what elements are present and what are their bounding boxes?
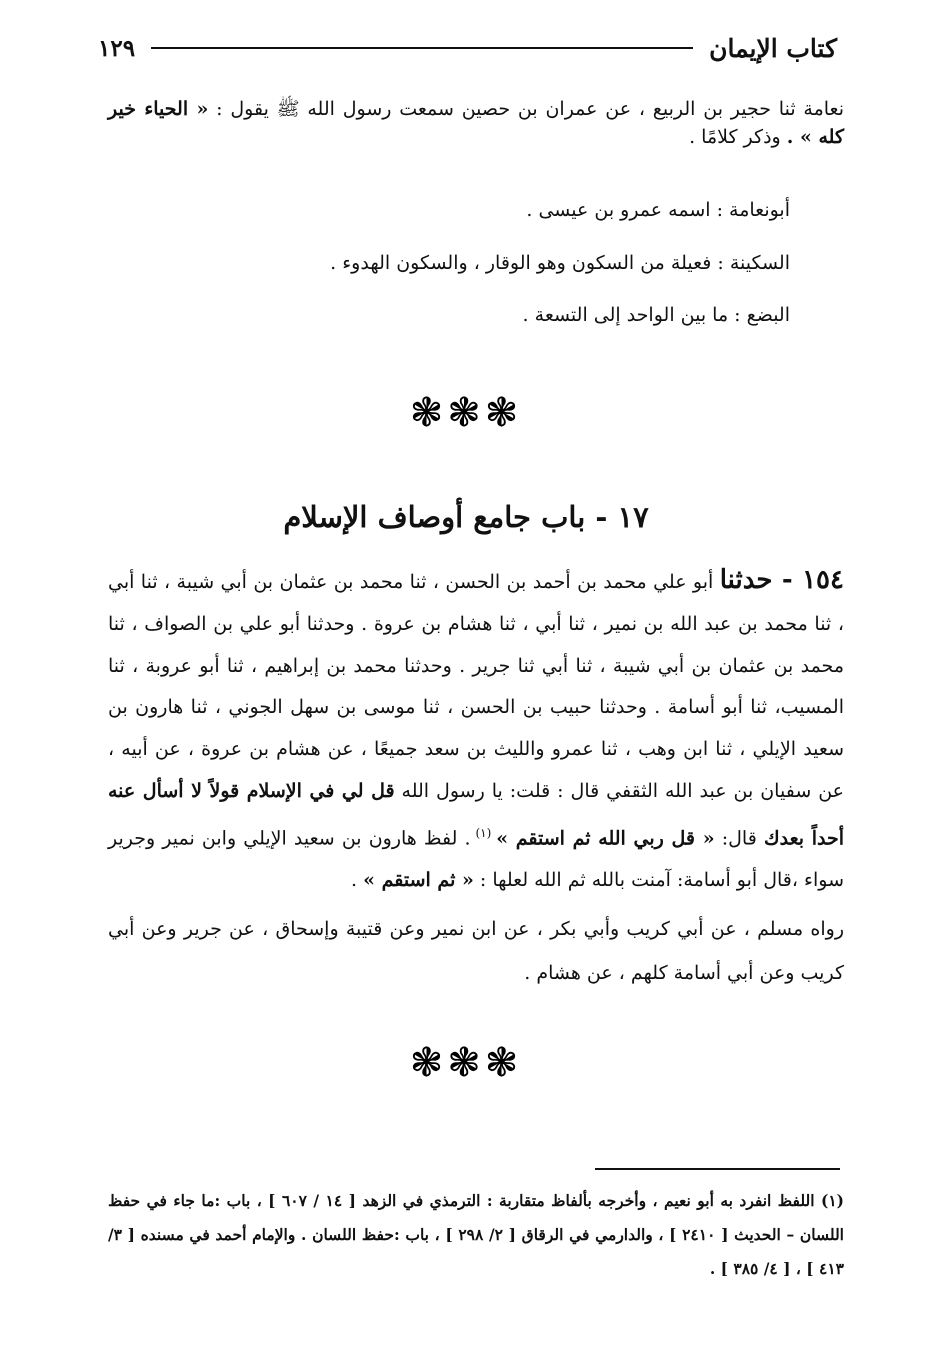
haddathana-word: حدثنا xyxy=(719,565,773,595)
paragraph-text: نعامة ثنا حجير بن الربيع ، عن عمران بن حصين سمعت رسول الله ﷺ يقول : xyxy=(208,98,845,120)
chapter-heading: ١٧ - باب جامع أوصاف الإسلام xyxy=(283,500,649,534)
hadith-quote: « الحياء خير كله » . xyxy=(108,98,844,148)
continuation-paragraph xyxy=(108,96,844,151)
hadith-paragraph: ١٥٤ - حدثنا أبو علي محمد بن أحمد بن الحسن ، ثنا محمد بن عثمان بن أبي شيبة ، ثنا أبي ، ثنا محمد بن عبد الله بن نمير ، ثنا أبي ، ثنا هشام بن عروة . وحدثنا أبو علي بن الصواف ، ثنا محمد بن عثمان بن أبي شيبة ، ثنا أبي ثنا جرير . وحدثنا محمد بن إبراهيم ، ثنا أبو عروبة ، ثنا المسيب، ثنا أبو أسامة . وحدثنا حبيب بن الحسن ، ثنا موسى بن سهل الجوني ، ثنا هارون بن سعيد الإيلي ، ثنا ابن وهب ، ثنا عمرو والليث بن سعد جميعًا ، عن هشام بن عروة ، عن أبيه ، عن سفيان بن عبد الله الثقفي قال : قلت: يا رسول الله قل لي في الإسلام قولاً لا أسأل عنه أحداً بعدك قال: « قل ربي الله ثم استقم » $^{(١)}$ . لفظ هارون بن سعيد الإيلي وابن نمير وجرير سواء ،قال أبو أسامة: آمنت بالله ثم الله لعلها : « ثم استقم » . xyxy=(108,565,845,891)
hadith-answer-intro: قال: xyxy=(714,827,764,850)
header-rule xyxy=(151,47,693,49)
hadith-answer: « قل ربي الله ثم استقم » xyxy=(496,827,715,850)
hadith-variant: « ثم استقم » xyxy=(363,868,474,891)
page-number: ١٢٩ xyxy=(98,34,136,62)
hadith-isnad: أبو علي محمد بن أحمد بن الحسن ، ثنا محمد بن عثمان بن أبي شيبة ، ثنا أبي ، ثنا محمد بن عبد الله بن نمير ، ثنا أبي ، ثنا هشام بن عروة . وحدثنا أبو علي بن الصواف ، ثنا محمد بن عثمان بن أبي شيبة ، ثنا أبي ثنا جرير . وحدثنا محمد بن إبراهيم ، ثنا أبو عروبة ، ثنا المسيب، ثنا أبو أسامة . وحدثنا حبيب بن الحسن ، ثنا موسى بن سهل الجوني ، ثنا هارون بن سعيد الإيلي ، ثنا ابن وهب ، ثنا عمرو والليث بن سعد جميعًا ، عن هشام بن عروة ، عن أبيه ، عن سفيان بن عبد الله الثقفي قال : قلت: يا رسول الله xyxy=(108,571,845,802)
hadith-number: ١٥٤ xyxy=(802,565,844,595)
footnote-marker: (١) xyxy=(470,825,497,840)
hadith-question: قل لي في الإسلام قولاً لا أسأل عنه أحداً بعدك xyxy=(108,779,845,850)
gloss-bid: البضع : ما بين الواحد إلى التسعة . xyxy=(522,304,790,326)
hadith-end: . xyxy=(351,868,364,891)
footnote-rule xyxy=(595,1168,840,1170)
gloss-sakina: السكينة : فعيلة من السكون وهو الوقار ، والسكون الهدوء . xyxy=(330,252,790,274)
gloss-abu-naama: أبونعامة : اسمه عمرو بن عيسى . xyxy=(526,199,790,221)
section-separator: ❃❃❃ xyxy=(409,390,523,436)
paragraph-text-end: وذكر كلامًا . xyxy=(689,125,787,148)
hadith-after-text: . لفظ هارون بن سعيد الإيلي وابن نمير وجرير سواء ،قال أبو أسامة: آمنت بالله ثم الله لعلها : xyxy=(108,827,844,891)
book-title: كتاب الإيمان xyxy=(709,33,837,63)
footnote: (١) اللفظ انفرد به أبو نعيم ، وأخرجه بألفاظ متقاربة : الترمذي في الزهد [ ١٤ / ٦٠٧ ] ، باب :ما جاء في حفظ اللسان – الحديث [ ٢٤١٠ ] ، والدارمي في الرقاق [ ٢/ ٢٩٨ ] ، باب :حفظ اللسان . والإمام أحمد في مسنده [ ٣/ ٤١٣ ] ، [ ٤/ ٣٨٥ ] . xyxy=(108,1191,844,1278)
riwaya-paragraph: رواه مسلم ، عن أبي كريب وأبي بكر ، عن ابن نمير وعن قتيبة وإسحاق ، عن جرير وعن أبي كريب وعن أبي أسامة كلهم ، عن هشام . xyxy=(108,918,844,984)
section-separator-2: ❃❃❃ xyxy=(409,1040,523,1086)
running-header xyxy=(98,28,837,68)
